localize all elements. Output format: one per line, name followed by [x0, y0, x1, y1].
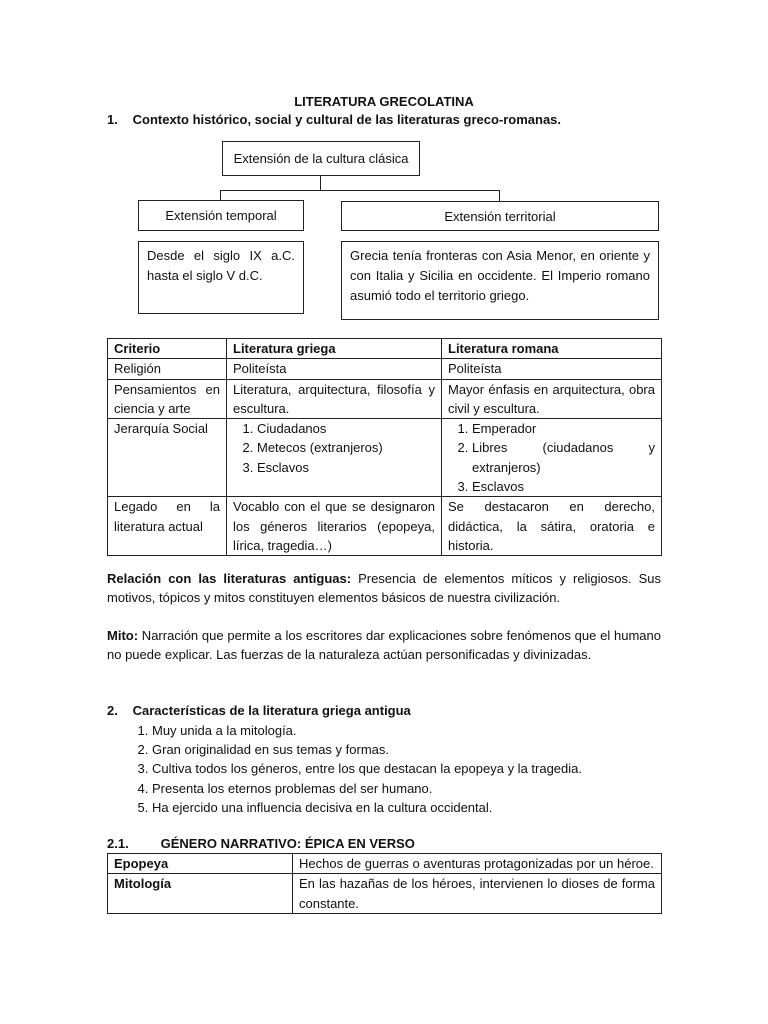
- table-row: [108, 854, 662, 874]
- roman-cell: Mayor énfasis en arquitectura, obra civil y escultura.: [442, 379, 662, 419]
- list-item: 1. Emperador: [472, 419, 655, 438]
- connector-left-drop: [220, 190, 221, 200]
- diagram-root-box: [222, 141, 420, 176]
- document-title: LITERATURA GRECOLATINA: [294, 94, 474, 109]
- greek-cell: Politeísta: [227, 359, 442, 379]
- roman-cell: Politeísta: [442, 359, 662, 379]
- relacion-label: Relación con las literaturas antiguas:: [107, 571, 352, 586]
- section-2-1-number: 2.1.: [107, 836, 129, 851]
- connector-vertical-root: [320, 176, 321, 190]
- list-item: 3. Esclavos: [472, 477, 655, 496]
- table-header-cell: Literatura romana: [442, 339, 662, 359]
- section-1-heading: [107, 111, 561, 129]
- diagram-temporal-box: [138, 200, 304, 231]
- diagram-territorial-label: Extensión territorial: [444, 208, 556, 224]
- table-header-cell: Literatura griega: [227, 339, 442, 359]
- list-item: 5. Ha ejercido una influencia decisiva en la cultura occidental.: [152, 798, 672, 817]
- list-item: 4. Presenta los eternos problemas del ser humano.: [152, 779, 672, 798]
- genre-term-cell: Epopeya: [108, 854, 293, 874]
- greek-list-cell: [227, 419, 442, 497]
- greek-hierarchy-list: [233, 419, 435, 477]
- criterion-cell: Jerarquía Social: [108, 419, 227, 497]
- list-item: 2. Gran originalidad en sus temas y formas.: [152, 740, 672, 759]
- diagram-root-label: Extensión de la cultura clásica: [233, 151, 409, 166]
- section-2-heading: [107, 702, 411, 720]
- list-item: 1. Muy unida a la mitología.: [152, 721, 672, 740]
- greek-cell: Literatura, arquitectura, filosofía y escultura.: [227, 379, 442, 419]
- roman-cell: Se destacaron en derecho, didáctica, la sátira, oratoria e historia.: [442, 497, 662, 556]
- genre-definition-cell: Hechos de guerras o aventuras protagonizadas por un héroe.: [293, 854, 662, 874]
- table-row: [108, 874, 662, 914]
- table-header-row: [108, 339, 662, 359]
- list-item: 3. Cultiva todos los géneros, entre los que destacan la epopeya y la tragedia.: [152, 759, 672, 778]
- relacion-paragraph: [107, 569, 661, 608]
- mito-text: Narración que permite a los escritores dar explicaciones sobre fenómenos que el humano no puede explicar. Las fuerzas de la naturaleza actúan personificadas y divinizadas.: [107, 628, 661, 663]
- diagram-territorial-detail: [341, 241, 659, 320]
- section-2-1-heading: [107, 835, 415, 853]
- list-item: 2. Metecos (extranjeros): [257, 438, 435, 457]
- section-1-title: Contexto histórico, social y cultural de las literaturas greco-romanas.: [132, 112, 562, 127]
- table-row: [108, 419, 662, 497]
- table-row: [108, 379, 662, 419]
- roman-hierarchy-list: [448, 419, 655, 496]
- section-2-number: 2.: [107, 703, 118, 718]
- mito-paragraph: [107, 626, 661, 665]
- list-item: 1. Ciudadanos: [257, 419, 435, 438]
- connector-horizontal: [220, 190, 500, 191]
- table-row: [108, 359, 662, 379]
- criterion-cell: Legado en la literatura actual: [108, 497, 227, 556]
- mito-label: Mito:: [107, 628, 139, 643]
- connector-right-drop: [499, 190, 500, 201]
- list-item: 2. Libres (ciudadanos y extranjeros): [472, 438, 655, 477]
- list-item: 3. Esclavos: [257, 458, 435, 477]
- section-1-number: 1.: [107, 112, 118, 127]
- criterion-cell: Religión: [108, 359, 227, 379]
- genre-table: [107, 853, 662, 914]
- greek-cell: Vocablo con el que se designaron los géneros literarios (epopeya, lírica, tragedia…): [227, 497, 442, 556]
- characteristics-list: [128, 721, 672, 817]
- diagram-temporal-text: Desde el siglo IX a.C. hasta el siglo V d.C.: [147, 248, 295, 283]
- relacion-text: Presencia de elementos míticos y religiosos. Sus motivos, tópicos y mitos constituyen elementos básicos de nuestra civilización.: [107, 571, 661, 606]
- section-2-title: Características de la literatura griega antigua: [132, 703, 411, 718]
- genre-definition-cell: En las hazañas de los héroes, intervienen lo dioses de forma constante.: [293, 874, 662, 914]
- table-row: [108, 497, 662, 556]
- genre-term-cell: Mitología: [108, 874, 293, 914]
- diagram-temporal-label: Extensión temporal: [165, 208, 277, 223]
- diagram-temporal-detail: [138, 241, 304, 314]
- section-2-1-title: GÉNERO NARRATIVO: ÉPICA EN VERSO: [160, 836, 415, 851]
- table-header-cell: Criterio: [108, 339, 227, 359]
- diagram-territorial-box: [341, 201, 659, 231]
- criterion-cell: Pensamientos en ciencia y arte: [108, 379, 227, 419]
- comparison-table: [107, 338, 662, 556]
- diagram-territorial-text: Grecia tenía fronteras con Asia Menor, en oriente y con Italia y Sicilia en occidente. El Imperio romano asumió todo el territorio griego.: [350, 248, 650, 303]
- roman-list-cell: [442, 419, 662, 497]
